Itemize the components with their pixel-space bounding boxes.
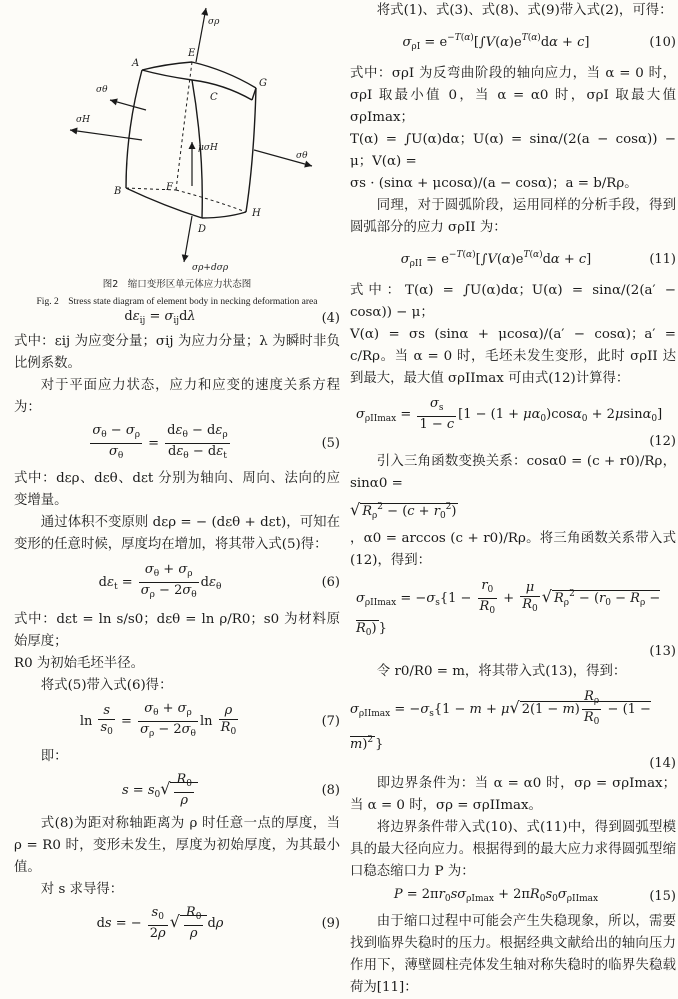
top-face-back bbox=[192, 62, 256, 88]
equation-4-number: (4) bbox=[321, 311, 340, 326]
equation-9-number: (9) bbox=[321, 915, 340, 931]
arrow-sigma-rho bbox=[196, 8, 206, 62]
para-ji: 即： bbox=[40, 749, 68, 764]
para-let: 令 r0/R0 = m，将其带入式(13)，得到： bbox=[376, 664, 627, 679]
equation-10-number: (10) bbox=[649, 34, 676, 50]
element-stress-diagram bbox=[14, 0, 340, 272]
figure-caption-zh: 图2 缩口变形区单元体应力状态图 bbox=[102, 279, 252, 290]
top-face-front bbox=[192, 80, 252, 100]
arrow-sigma-theta-left bbox=[110, 100, 146, 110]
front-face-left-edge bbox=[126, 70, 142, 188]
para-trig-b: ，α0 = arccos (c + r0)/Rρ。将三角函数关系带入式(12)，得到： bbox=[350, 531, 676, 568]
label-G: G bbox=[259, 78, 267, 89]
hidden-back-edge-bottom bbox=[176, 190, 246, 212]
equation-sin-alpha0: √ $R_\rho^2 - (c + r_0^2)$ bbox=[350, 500, 457, 521]
arrow-sigma-H bbox=[70, 130, 142, 140]
equation-13: $\sigma_{\rho IImax} = -\sigma_s\{1$ − $\frac{r_0}{R_0}$ + $\frac{\mu}{R_0}$ √ $R_\rho^2 - (r_0 - R_\rho - R_0)$ } bbox=[356, 578, 661, 638]
equation-5-number: (5) bbox=[321, 435, 340, 451]
equation-4: $d\varepsilon_{ij} = \sigma_{ij}d\lambda$ (4) bbox=[14, 307, 340, 331]
para-maxforce: 将边界条件带入式(10)、式(11)中，得到圆弧型模具的最大径向应力。根据得到的最大应力求得圆弧型缩口稳态缩口力 P 为： bbox=[350, 820, 676, 879]
label-D: D bbox=[198, 224, 207, 235]
equation-15: $P = 2\pi r_0s\sigma_{\rho Imax} + 2\pi R_0s_0\sigma_{\rho IImax}$ (15) bbox=[350, 885, 676, 909]
para-eq10-desc-c: σs · (sinα + μcosα)/(a − cosα)；a = b/Rρ。 bbox=[350, 176, 638, 191]
para-sub-5-6: 将式(5)带入式(6)得： bbox=[40, 678, 173, 693]
para-eq11-desc-a: 式中：T(α) = ∫U(α)dα；U(α) = sinα/(2(a′ − cosα)) − μ； bbox=[350, 283, 676, 320]
figure-2 bbox=[14, 0, 340, 305]
label-E: E bbox=[188, 48, 196, 59]
equation-14-number: (14) bbox=[649, 756, 676, 771]
arrow-sigma-rho-d bbox=[184, 216, 192, 262]
equation-11-number: (11) bbox=[649, 251, 676, 267]
top-face-left bbox=[142, 62, 192, 70]
equation-11: $\sigma_{\rho II} = e^{-T(\alpha)}[\int V(\alpha)e^{T(\alpha)}d\alpha + c]$ (11) bbox=[400, 250, 676, 269]
right-column bbox=[350, 0, 676, 999]
para-eq5-desc: 式中：dερ、dεθ、dεt 分别为轴向、周向、法向的应变增量。 bbox=[14, 471, 340, 508]
para-eq4-desc: 式中：εij 为应变分量；σij 为应力分量；λ 为瞬时非负比例系数。 bbox=[14, 334, 340, 371]
equation-5: $\frac{\sigma_\theta - \sigma_\rho}{\sigma_\theta}$ = $\frac{d\varepsilon_\theta - d\varepsilon_\rho}{d\varepsilon_\theta - d\varepsilon_t}$ (5) bbox=[92, 423, 340, 461]
label-A: A bbox=[132, 58, 140, 69]
para-volume: 通过体积不变原则 dερ = − (dεθ + dεt)，可知在变形的任意时候，厚度均在增加，将其带入式(5)得： bbox=[14, 515, 340, 552]
equation-10: $\sigma_{\rho I} = e^{-T(\alpha)}[\int V(\alpha)e^{T(\alpha)}d\alpha + c]$ (10) bbox=[402, 33, 676, 52]
para-eq10-desc-b: T(α) = ∫U(α)dα；U(α) = sinα/(2(a − cosα)) − μ；V(α) = bbox=[350, 132, 676, 169]
label-H: H bbox=[252, 208, 261, 219]
equation-15-number: (15) bbox=[649, 889, 676, 904]
right-face-bottom-edge bbox=[202, 212, 246, 218]
equation-8: $s = s_0√$ $\frac{R_0}{\rho}$ (8) bbox=[122, 772, 340, 808]
para-eq11-desc-b: V(α) = σs (sinα + μcosα)/(a′ − cosα)；a′ = c/Rρ。当 α = 0 时，毛坯未发生变形，此时 σρII 达到最大，最大值 σρIImax 可由式(12)计算得： bbox=[350, 327, 676, 386]
equation-14: $\sigma_{\rho IImax} = -\sigma_s\{1 - m + \mu√$ 2(1 − m) $\frac{R_\rho}{R_0}$ − $(1 - m)^2$ } bbox=[350, 689, 651, 752]
para-plane-stress: 对于平面应力状态，应力和应变的速度关系方程为： bbox=[14, 378, 340, 415]
para-arc: 同理，对于圆弧阶段，运用同样的分析手段，得到圆弧部分的应力 σρII 为： bbox=[350, 198, 676, 235]
para-boundary: 即边界条件为：当 α = α0 时，σρ = σρImax；当 α = 0 时，σρ = σρIImax。 bbox=[350, 776, 676, 813]
equation-6-number: (6) bbox=[321, 574, 340, 590]
label-mu-sigma-H: μσH bbox=[198, 143, 218, 153]
label-C: C bbox=[210, 92, 218, 103]
equation-7-number: (7) bbox=[321, 713, 340, 729]
para-deriv: 对 s 求导得： bbox=[40, 882, 124, 897]
para-sub-eqs: 将式(1)、式(3)、式(8)、式(9)带入式(2)，可得： bbox=[376, 3, 673, 18]
para-eq10-desc-a: 式中：σρI 为反弯曲阶段的轴向应力，当 α = 0 时，σρI 取最小值 0，当 α = α0 时，σρI 取最大值 σρImax； bbox=[350, 66, 676, 125]
para-eq6-desc-b: R0 为初始毛坯半径。 bbox=[14, 656, 144, 671]
para-buckling: 由于缩口过程中可能会产生失稳现象，所以，需要找到临界失稳时的压力。根据经典文献给出的轴向压力作用下，薄壁圆柱壳体发生轴对称失稳时的临界失稳载荷为[11]： bbox=[350, 914, 676, 995]
para-eq8-desc: 式(8)为距对称轴距离为 ρ 时任意一点的厚度，当 ρ = R0 时，变形未发生，厚度为初始厚度，为其最小值。 bbox=[14, 816, 340, 875]
equation-6: $d\varepsilon_t$ = $\frac{\sigma_\theta + \sigma_\rho}{\sigma_\rho - 2\sigma_\theta}$ $d\varepsilon_\theta$ (6) bbox=[98, 562, 340, 600]
front-face-top-edge bbox=[142, 70, 192, 80]
label-B: B bbox=[114, 186, 122, 197]
equation-12-number: (12) bbox=[649, 434, 676, 449]
label-sigma-rho: σρ bbox=[208, 17, 220, 27]
equation-13-number: (13) bbox=[649, 644, 676, 659]
label-F: F bbox=[166, 182, 173, 193]
label-sigma-H: σH bbox=[76, 115, 90, 125]
front-face-bottom-edge bbox=[126, 188, 202, 218]
label-sigma-theta-right: σθ bbox=[296, 151, 308, 161]
para-eq6-desc-a: 式中：dεt = ln s/s0；dεθ = ln ρ/R0；s0 为材料原始厚度； bbox=[14, 612, 340, 649]
figure-caption-en: Fig. 2 Stress state diagram of element body in necking deformation area bbox=[36, 297, 318, 307]
equation-8-number: (8) bbox=[321, 782, 340, 798]
hidden-back-edge-vertical bbox=[176, 62, 192, 190]
equation-7: ln $\frac{s}{s_0}$ = $\frac{\sigma_\theta + \sigma_\rho}{\sigma_\rho - 2\sigma_\theta}$ ln $\frac{\rho}{R_0}$ (7) bbox=[79, 701, 340, 739]
label-sigma-rho-d: σρ+dσρ bbox=[192, 263, 229, 273]
left-column bbox=[14, 0, 340, 946]
equation-12: $\sigma_{\rho IImax}$ = $\frac{\sigma_s}{1 - c}$ $[1 - (1 + \mu\alpha_0)\cos\alpha_0 + 2\mu\sin\alpha_0]$ bbox=[356, 396, 663, 432]
para-trig: 引入三角函数变换关系：cosα0 = (c + r0)/Rρ，sinα0 = bbox=[350, 454, 676, 491]
equation-9: ds = − $\frac{s_0}{2\rho}$ √ $\frac{R_0}{\rho}$ dρ (9) bbox=[96, 905, 340, 941]
label-sigma-theta-left: σθ bbox=[96, 85, 108, 95]
